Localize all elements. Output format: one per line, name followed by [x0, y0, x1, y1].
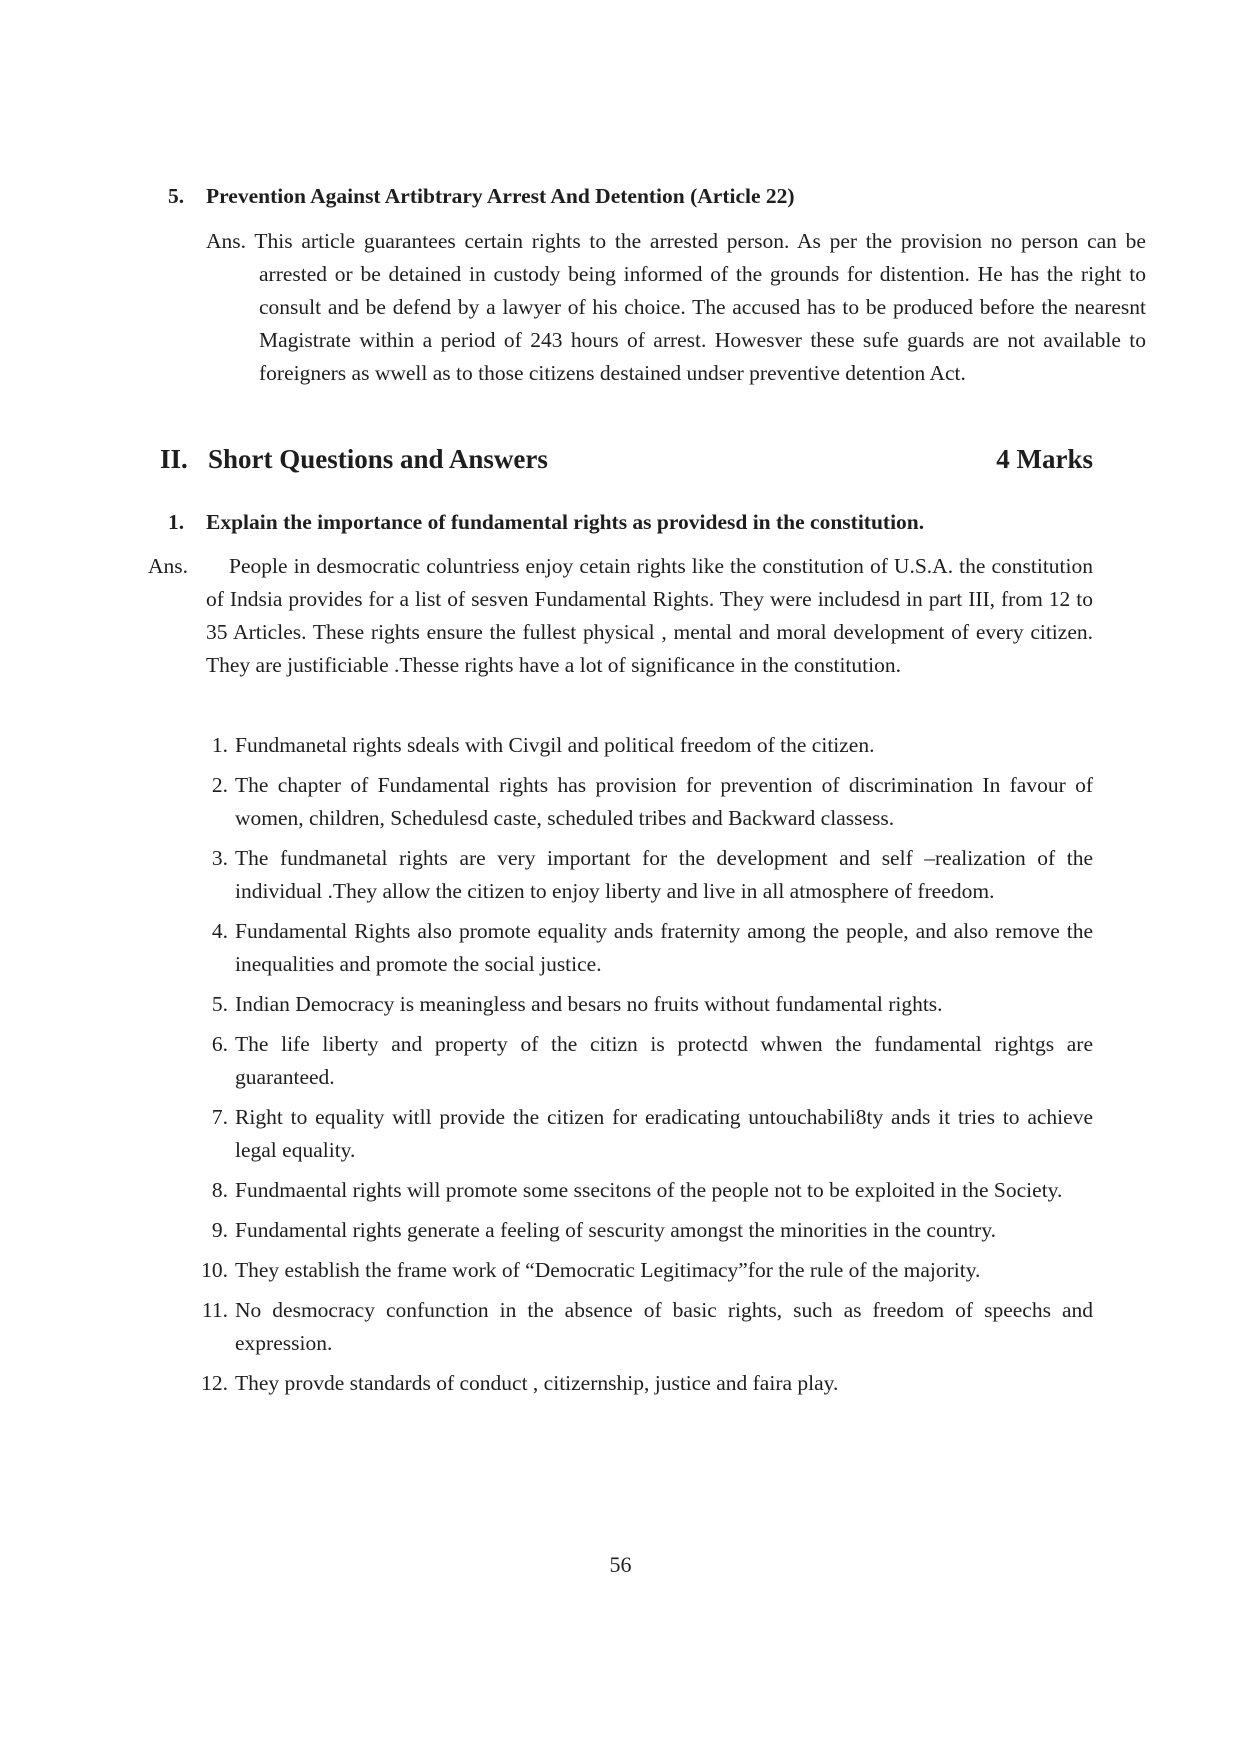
list-item: 10. They establish the frame work of “Democratic Legitimacy”for the rule of the majority. — [201, 1258, 981, 1282]
answer-1 — [148, 550, 1093, 682]
list-item: 1. Fundmanetal rights sdeals with Civgil and political freedom of the citizen. — [211, 733, 875, 757]
list-item: 9. Fundamental rights generate a feeling of sescurity amongst the minorities in the country. — [211, 1218, 997, 1242]
answer-label: Ans. — [206, 229, 247, 253]
question-title: Prevention Against Artibtrary Arrest And Detention (Article 22) — [206, 184, 795, 208]
list-item: 8. Fundmaental rights will promote some ssecitons of the people not to be exploited in the Society. — [211, 1178, 1063, 1202]
section-title: Short Questions and Answers — [208, 444, 548, 474]
list-item: 5. Indian Democracy is meaningless and besars no fruits without fundamental rights. — [211, 992, 943, 1016]
answer-label: Ans. — [148, 554, 189, 578]
list-item: 7. Right to equality witll provide the citizen for eradicating untouchabili8ty ands it tries to achieve legal equality. — [211, 1105, 1093, 1162]
question-title: Explain the importance of fundamental rights as providesd in the constitution. — [206, 510, 925, 534]
list-item: 2. The chapter of Fundamental rights has provision for prevention of discrimination In favour of women, children, Schedulesd caste, scheduled tribes and Backward classess. — [211, 773, 1093, 830]
question-number: 1. — [168, 510, 185, 534]
answer-text: People in desmocratic coluntriess enjoy cetain rights like the constitution of U.S.A. the constitution of Indsia provides for a list of sesven Fundamental Rights. They were includesd in part III, from 12 to 35 Articles. These rights ensure the fullest physical , mental and moral development of every citizen. They are justificiable .Thesse rights have a lot of significance in the constitution. — [206, 554, 1093, 677]
question-1-heading — [168, 507, 1088, 537]
section-heading — [160, 442, 1093, 476]
answer-text: This article guarantees certain rights to the arrested person. As per the provision no person can be arrested or be detained in custody being informed of the grounds for distention. He has the right to consult and be defend by a lawyer of his choice. The accused has to be produced before the nearesnt Magistrate within a period of 243 hours of arrest. Howesver these sufe guards are not available to foreigners as wwell as to those citizens destained undser preventive detention Act. — [254, 229, 1146, 385]
list-item: 6. The life liberty and property of the citizn is protectd whwen the fundamental rightgs are guaranteed. — [211, 1032, 1093, 1089]
section-marks: 4 Marks — [996, 444, 1093, 474]
list-item: 11. No desmocracy confunction in the absence of basic rights, such as freedom of speechs and expression. — [201, 1298, 1093, 1355]
question-5-heading — [168, 181, 1088, 211]
list-item: 4. Fundamental Rights also promote equality ands fraternity among the people, and also remove the inequalities and promote the social justice. — [211, 919, 1093, 976]
answer-5 — [206, 225, 1146, 390]
list-item: 12. They provde standards of conduct , citizernship, justice and faira play. — [201, 1371, 839, 1395]
page-number: 56 — [609, 1552, 632, 1577]
importance-list — [190, 729, 1093, 1407]
section-number: II. — [160, 444, 188, 474]
question-number: 5. — [168, 184, 185, 208]
list-item: 3. The fundmanetal rights are very important for the development and self –realization of the individual .They allow the citizen to enjoy liberty and live in all atmosphere of freedom. — [211, 846, 1093, 903]
